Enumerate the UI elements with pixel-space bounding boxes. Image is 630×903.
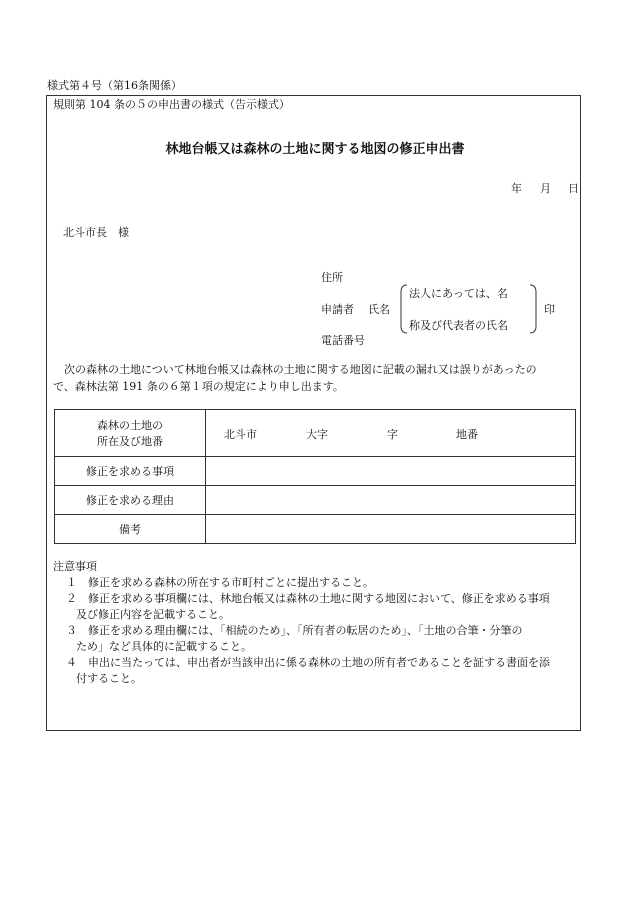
bracket-left — [400, 284, 408, 334]
bracket-right — [529, 284, 537, 334]
location-value[interactable] — [206, 410, 576, 457]
date-day: 日 — [568, 182, 579, 195]
note-item-3-cont: ため」など具体的に記載すること。 — [76, 640, 252, 653]
corporate-note-line1: 法人にあっては、名 — [409, 287, 508, 300]
form-number: 様式第４号（第16条関係） — [47, 79, 182, 92]
location-city: 北斗市 — [224, 428, 257, 441]
form-title: 林地台帳又は森林の土地に関する地図の修正申出書 — [165, 142, 465, 157]
body-text-line2: で、森林法第 191 条の６第１項の規定により申し出ます。 — [53, 380, 344, 393]
name-label: 氏名 — [368, 303, 390, 316]
table-row — [55, 515, 576, 544]
notes-heading: 注意事項 — [53, 560, 97, 573]
table-row — [55, 486, 576, 515]
note-item-2-cont: 及び修正内容を記載すること。 — [76, 608, 230, 621]
location-oaza: 大字 — [306, 428, 328, 441]
correction-item-value[interactable] — [206, 457, 576, 486]
correction-reason-value[interactable] — [206, 486, 576, 515]
rule-reference: 規則第 104 条の５の申出書の様式（告示様式） — [53, 98, 290, 111]
seal-mark: 印 — [544, 303, 555, 316]
note-item-4: ４ 申出に当たっては、申出者が当該申出に係る森林の土地の所有者であることを証する書面を添 — [66, 656, 550, 669]
location-aza: 字 — [387, 428, 398, 441]
applicant-label: 申請者 — [321, 303, 354, 316]
correction-item-label: 修正を求める事項 — [55, 457, 206, 486]
remarks-value[interactable] — [206, 515, 576, 544]
table-row — [55, 457, 576, 486]
application-table — [54, 409, 576, 544]
location-chiban: 地番 — [456, 428, 478, 441]
phone-label: 電話番号 — [321, 334, 365, 347]
note-item-4-cont: 付すること。 — [76, 672, 142, 685]
location-label: 森林の土地の 所在及び地番 — [55, 410, 206, 457]
body-text-line1: 次の森林の土地について林地台帳又は森林の土地に関する地図に記載の漏れ又は誤りがあったの — [64, 363, 537, 376]
note-item-3: ３ 修正を求める理由欄には、「相続のため」、「所有者の転居のため」、「土地の合筆・分筆の — [66, 624, 523, 637]
address-label: 住所 — [321, 271, 343, 284]
note-item-1: １ 修正を求める森林の所在する市町村ごとに提出すること。 — [66, 576, 374, 589]
table-row — [55, 410, 576, 457]
remarks-label: 備考 — [55, 515, 206, 544]
corporate-note-line2: 称及び代表者の氏名 — [409, 319, 508, 332]
addressee: 北斗市長 様 — [63, 226, 129, 239]
date-month: 月 — [540, 182, 551, 195]
note-item-2: ２ 修正を求める事項欄には、林地台帳又は森林の土地に関する地図において、修正を求める事項 — [66, 592, 550, 605]
date-year: 年 — [511, 182, 522, 195]
correction-reason-label: 修正を求める理由 — [55, 486, 206, 515]
